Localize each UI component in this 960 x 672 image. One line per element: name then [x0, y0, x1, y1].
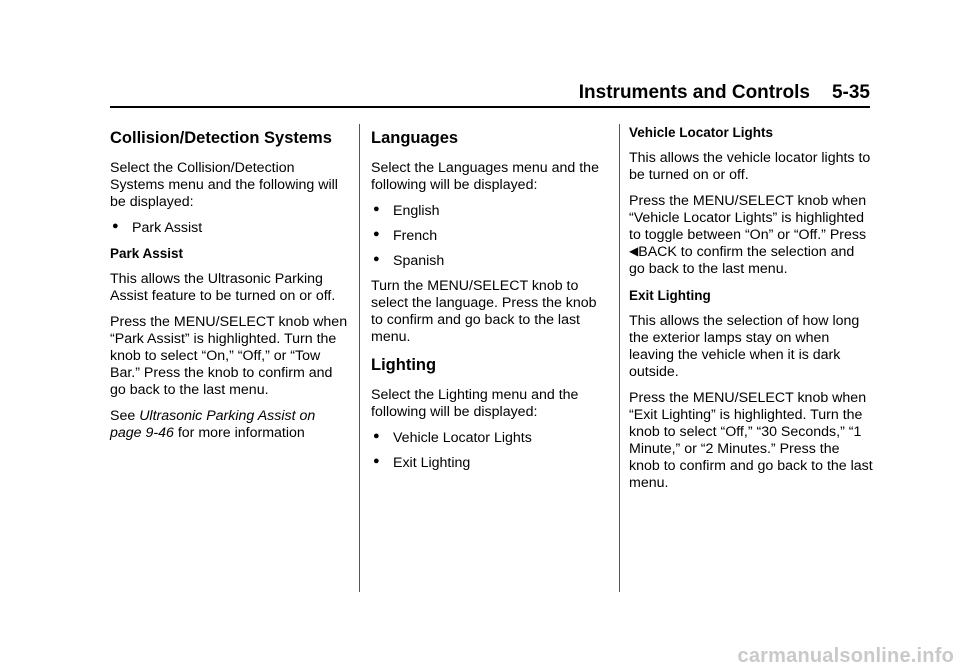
bullet-icon: ● [112, 220, 119, 232]
list-item-label: Park Assist [132, 220, 203, 236]
languages-intro: Select the Languages menu and the following will be displayed: [371, 160, 599, 193]
watermark: carmanualsonline.info [737, 645, 954, 667]
list-item [371, 228, 611, 245]
section-heading-lighting: Lighting [371, 356, 437, 374]
header-title: Instruments and Controls [578, 82, 810, 103]
bullet-icon: ● [373, 455, 380, 467]
park-assist-desc: This allows the Ultrasonic Parking Assist feature to be turned on or off. [110, 271, 336, 304]
column-divider-2 [619, 124, 620, 592]
header-rule [110, 106, 870, 108]
sub-heading-exit-lighting: Exit Lighting [629, 288, 711, 303]
bullet-icon: ● [373, 203, 380, 215]
exit-lighting-instructions: Press the MENU/SELECT knob when “Exit Lighting” is highlighted. Turn the knob to select “Off,” “30 Seconds,” “1 Minute,” or “2 Minutes.” Press the knob to confirm and go back to the last menu. [629, 390, 873, 491]
bullet-icon: ● [373, 430, 380, 442]
section-heading-collision: Collision/Detection Systems [110, 129, 332, 147]
list-item-label: French [393, 228, 438, 244]
see-suffix: for more information [173, 425, 305, 441]
list-item-label: Vehicle Locator Lights [393, 430, 532, 446]
park-assist-instructions: Press the MENU/SELECT knob when “Park Assist” is highlighted. Turn the knob to select “On,” “Off,” or “Tow Bar.” Press the knob to confirm and go back to the last menu. [110, 314, 348, 398]
list-item [371, 430, 611, 447]
languages-instructions: Turn the MENU/SELECT knob to select the language. Press the knob to confirm and go back to the last menu. [371, 278, 597, 345]
vll-instructions [629, 193, 874, 278]
list-item [371, 203, 611, 220]
list-item-label: English [393, 203, 440, 219]
list-item-label: Spanish [393, 253, 445, 269]
page-number: 5-35 [831, 82, 870, 103]
list-item [110, 220, 350, 237]
collision-intro: Select the Collision/Detection Systems menu and the following will be displayed: [110, 160, 338, 210]
see-reference [110, 408, 350, 442]
lighting-intro: Select the Lighting menu and the following will be displayed: [371, 387, 579, 420]
list-item [371, 455, 611, 472]
column-divider-1 [359, 124, 360, 592]
cross-reference-link[interactable]: Ultrasonic Parking Assist on page 9‑46 [110, 408, 316, 441]
page-header [110, 80, 870, 106]
bullet-icon: ● [373, 253, 380, 265]
sub-heading-vehicle-locator-lights: Vehicle Locator Lights [629, 125, 774, 140]
column-3 [629, 124, 874, 501]
column-2 [371, 124, 611, 480]
sub-heading-park-assist: Park Assist [110, 246, 184, 261]
bullet-icon: ● [373, 228, 380, 240]
section-heading-languages: Languages [371, 129, 459, 147]
back-arrow-icon: ◀ [629, 244, 639, 258]
see-prefix: See [110, 408, 140, 424]
list-item-label: Exit Lighting [393, 455, 471, 471]
vll-desc: This allows the vehicle locator lights to be turned on or off. [629, 150, 871, 183]
column-1 [110, 124, 350, 451]
exit-lighting-desc: This allows the selection of how long the exterior lamps stay on when leaving the vehicle when it is dark outside. [629, 313, 860, 380]
vll-instructions-a: Press the MENU/SELECT knob when “Vehicle Locator Lights” is highlighted to toggle between “On” or “Off.” Press [629, 193, 867, 243]
vll-instructions-b: BACK to confirm the selection and go back to the last menu. [629, 244, 855, 277]
list-item [371, 253, 611, 270]
